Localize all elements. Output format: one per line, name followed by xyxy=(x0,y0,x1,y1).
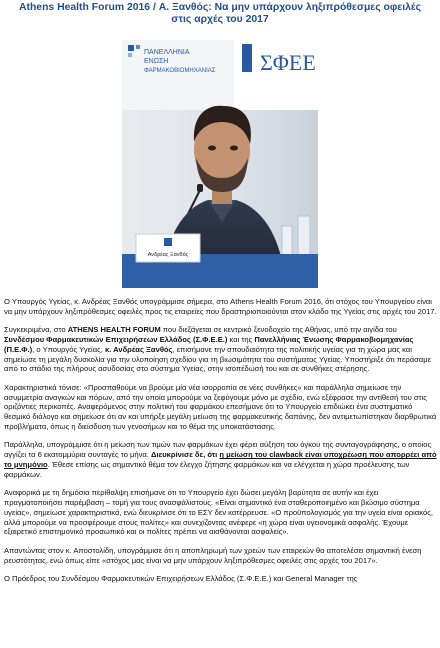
paragraph-2 xyxy=(4,325,438,374)
paragraph-5: Αναφορικά με τη δημόσια περίθαλψη επισήμανε ότι το Υπουργείο έχει δώσει μεγάλη βαρύτητα σε αυτήν και έχει πραγματοποιήσει παρέμβαση – τομή για τους ανασφάλιστους. «Είναι σημαντικό ένα σταθεροποιημένο και βιώσιμο σύστημα υγείας», σημείωσε χαρακτηριστικά, ενώ διευκρίνισε ότι το ΕΣΥ δεν κατέρρευσε. «Ο προϋπολογισμός για την υγεία είναι οριακός, αλλά μπορούμε να προσφέρουμε στους πολίτες» και συνεχίζοντας ανέφερε «η χώρα είναι υγειονομικά ασφαλής. Έχουμε εξαιρετικό επιστημονικό προσωπικό και οι πολίτες πρέπει να αισθάνονται ασφαλείς». xyxy=(4,488,433,537)
paragraph-2-bold-pef: Πανελλήνιας Ένωσης Φαρμακοβιομηχανίας (Π.Ε.Φ.) xyxy=(4,334,414,354)
paragraph-2-text: Συγκεκριμένα, στο xyxy=(4,325,68,335)
paragraph-3: Χαρακτηριστικά τόνισε: «Προσπαθούμε να βρούμε μία νέα ισορροπία σε νέες συνθήκες» και παράλληλα σημείωσε την ασυμμετρία αναγκών και πόρων, από την οποία μπορούμε να ξεφύγουμε μόνο με σχέδιο, ενώ εξέφρασε την αντίθεσή του στις οριζόντιες περικοπές. Αναφερόμενος στην πολιτική του φαρμάκου επεσήμανε ότι το Υπουργείο επιδιώκει ένα συστηματικό θεσμικό διάλογο και σημείωσε ότι αν και υπήρξε μεγάλη μείωση της φαρμακευτικής δαπάνης, δεν αντιμετωπίστηκαν διαρθρωτικά προβλήματα, όπως η διείσδυση των γενοσήμων και το θέμα της υποκατάστασης. xyxy=(4,382,437,431)
nameplate-text: Ανδρέας Ξανθός xyxy=(147,252,189,258)
article-body xyxy=(4,297,438,592)
article-photo xyxy=(122,40,318,288)
banner-text-line-3: ΦΑΡΜΑΚΟΒΙΟΜΗΧΑΝΙΑΣ xyxy=(144,68,216,74)
banner-logo-text: ΣΦΕΕ xyxy=(260,50,316,75)
paragraph-4 xyxy=(4,440,438,479)
paragraph-4-bold: Διευκρίνισε δε, ότι xyxy=(151,450,220,460)
paragraph-2-text: , ο Υπουργός Υγείας, xyxy=(32,344,105,354)
paragraph-4-text: Παράλληλα, υπογράμμισε ότι η μείωση των τιμών των φαρμάκων έχει φέρει αύξηση του όγκου της συνταγογράφησης, ο οποίος αγγίζει τα 6 εκατομμύρια συνταγές το μήνα. xyxy=(4,440,432,460)
article-title-line-2: στις αρχές του 2017 xyxy=(171,14,269,26)
paragraph-2-text: που διεξάγεται σε κεντρικό ξενοδοχείο της Αθήνας, υπό την αιγίδα του xyxy=(160,325,397,335)
banner-text-line-1: ΠΑΝΕΛΛΗΝΙΑ xyxy=(144,49,190,56)
paragraph-4-underlined: η μείωση του clawback είναι υποχρέωση που απορρέει από το μνημόνιο xyxy=(4,450,437,469)
banner-text-line-2: ΕΝΩΣΗ xyxy=(144,58,169,65)
article-title xyxy=(8,2,432,27)
banner-logo-mark xyxy=(242,44,252,72)
paragraph-2-bold-forum: ATHENS HEALTH FORUM xyxy=(67,325,161,335)
paragraph-2-text: , επισήμανε την σπουδαιότητα της πολιτικής υγείας για τη χώρα μας και σημείωσε τη μεγάλη δυσκολία για την υλοποίηση σχεδίου για τη βιωσιμότητα του συστήματος Υγείας. Υποστήριξε ότι περάσαμε από το στάδιο της πλήρους ασυδοσίας στο σύστημα Υγείας, στην ισοπέδωσή του και σε συνθήκες στέρησης. xyxy=(4,344,431,374)
paragraph-6: Απαντώντας στον κ. Αποστολίδη, υπογράμμισε ότι η αποπληρωμή των χρεών των εταιρειών θα αποτελέσει σημαντική ένεση ρευστότητας, ενώ όπως είπε «στόχος μας είναι να μην υπάρχουν ληξιπρόθεσμες οφειλές στις αρχές του 2017». xyxy=(4,545,422,565)
article-title-line-1: Athens Health Forum 2016 / Α. Ξανθός: Να μην υπάρχουν ληξιπρόθεσμες οφειλές xyxy=(19,2,421,13)
paragraph-2-bold-sfee: Συνδέσμου Φαρμακευτικών Επιχειρήσεων Ελλάδος (Σ.Φ.Ε.Ε.) xyxy=(4,334,228,344)
paragraph-2-bold-minister: κ. Ανδρέας Ξανθός xyxy=(104,344,173,354)
paragraph-4-text: . Έθεσε επίσης ως σημαντικό θέμα τον έλεγχο ζήτησης φαρμάκων και να ελέγχεται η χώρα προέλευσης των φαρμάκων. xyxy=(4,459,410,479)
paragraph-1: Ο Υπουργός Υγείας, κ. Ανδρέας Ξανθός υπογράμμισε σήμερα, στο Athens Health Forum 2016, ότι στόχος του Υπουργείου είναι να μην υπάρχουν ληξιπρόθεσμες οφειλές προς τις εταιρείες που δραστηριοποιούνται στον κλάδο της Υγείας στις αρχές του 2017. xyxy=(4,297,437,316)
paragraph-7: Ο Πρόεδρος του Συνδέσμου Φαρμακευτικών Επιχειρήσεων Ελλάδος (Σ.Φ.Ε.Ε.) και General Manager της xyxy=(4,573,358,583)
minister-photo-illustration xyxy=(122,40,318,288)
paragraph-2-text: και της xyxy=(227,334,255,344)
